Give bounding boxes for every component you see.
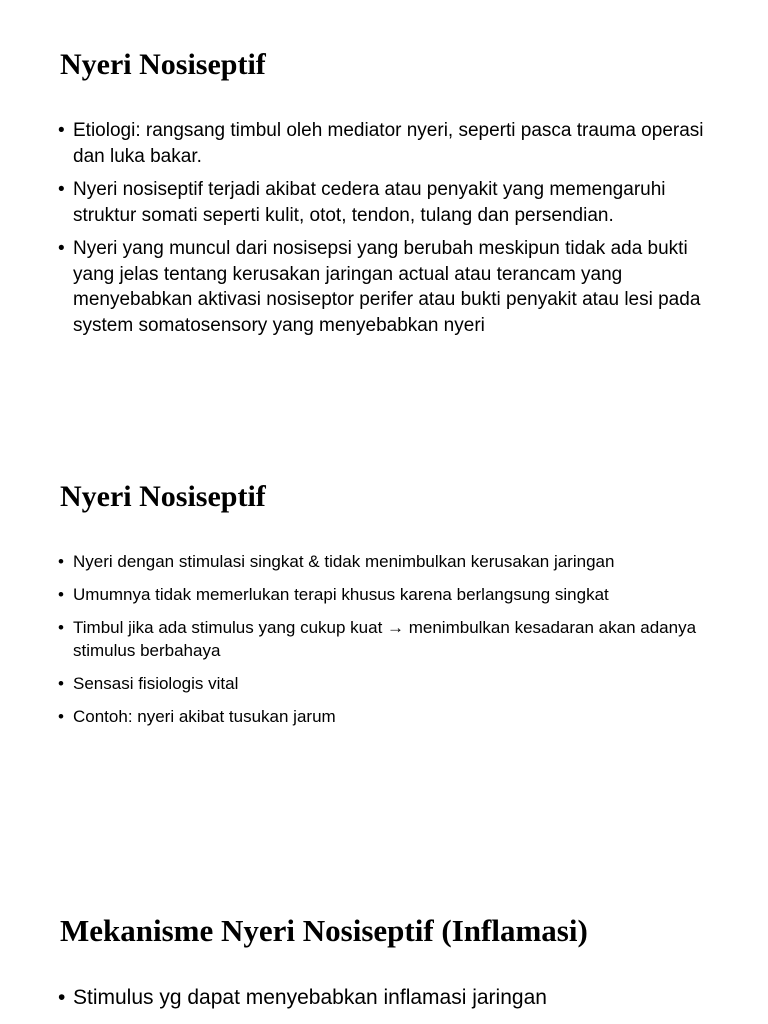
slide-title: Nyeri Nosiseptif <box>60 48 266 81</box>
bullet-list <box>58 118 718 346</box>
list-item <box>58 672 718 695</box>
list-item <box>58 616 718 662</box>
list-item <box>58 177 718 228</box>
bullet-icon: • <box>58 707 64 726</box>
bullet-icon: • <box>58 674 64 693</box>
list-item <box>58 236 718 338</box>
bullet-text: Timbul jika ada stimulus yang cukup kuat → menimbulkan kesadaran akan adanya stimulus berbahaya <box>73 618 697 660</box>
bullet-text: Nyeri nosiseptif terjadi akibat cedera atau penyakit yang memengaruhi struktur somati seperti kulit, otot, tendon, tulang dan persendian. <box>73 179 666 226</box>
bullet-text: Nyeri yang muncul dari nosisepsi yang berubah meskipun tidak ada bukti yang jelas tentang kerusakan jaringan actual atau terancam yang menyebabkan aktivasi nosiseptor perifer atau bukti penyakit atau lesi pada system somatosensory yang menyebabkan nyeri <box>73 238 701 336</box>
bullet-icon: • <box>58 585 64 604</box>
slide-title: Mekanisme Nyeri Nosiseptif (Inflamasi) <box>60 913 588 948</box>
list-item <box>58 705 718 728</box>
bullet-text: Umumnya tidak memerlukan terapi khusus karena berlangsung singkat <box>73 585 609 604</box>
bullet-icon: • <box>58 179 65 200</box>
bullet-text: Etiologi: rangsang timbul oleh mediator nyeri, seperti pasca trauma operasi dan luka bakar. <box>73 120 704 167</box>
bullet-text: Stimulus yg dapat menyebabkan inflamasi jaringan <box>73 986 547 1009</box>
bullet-text: Nyeri dengan stimulasi singkat & tidak menimbulkan kerusakan jaringan <box>73 552 615 571</box>
bullet-icon: • <box>58 238 65 259</box>
bullet-icon: • <box>58 552 64 571</box>
bullet-icon: • <box>58 986 66 1009</box>
bullet-icon: • <box>58 120 65 141</box>
bullet-text: Contoh: nyeri akibat tusukan jarum <box>73 707 336 726</box>
list-item <box>58 583 718 606</box>
bullet-list <box>58 550 718 738</box>
list-item <box>58 118 718 169</box>
list-item <box>58 550 718 573</box>
bullet-list <box>58 984 718 1012</box>
slide-title: Nyeri Nosiseptif <box>60 480 266 513</box>
list-item <box>58 984 718 1012</box>
bullet-text: Sensasi fisiologis vital <box>73 674 239 693</box>
bullet-icon: • <box>58 618 64 637</box>
